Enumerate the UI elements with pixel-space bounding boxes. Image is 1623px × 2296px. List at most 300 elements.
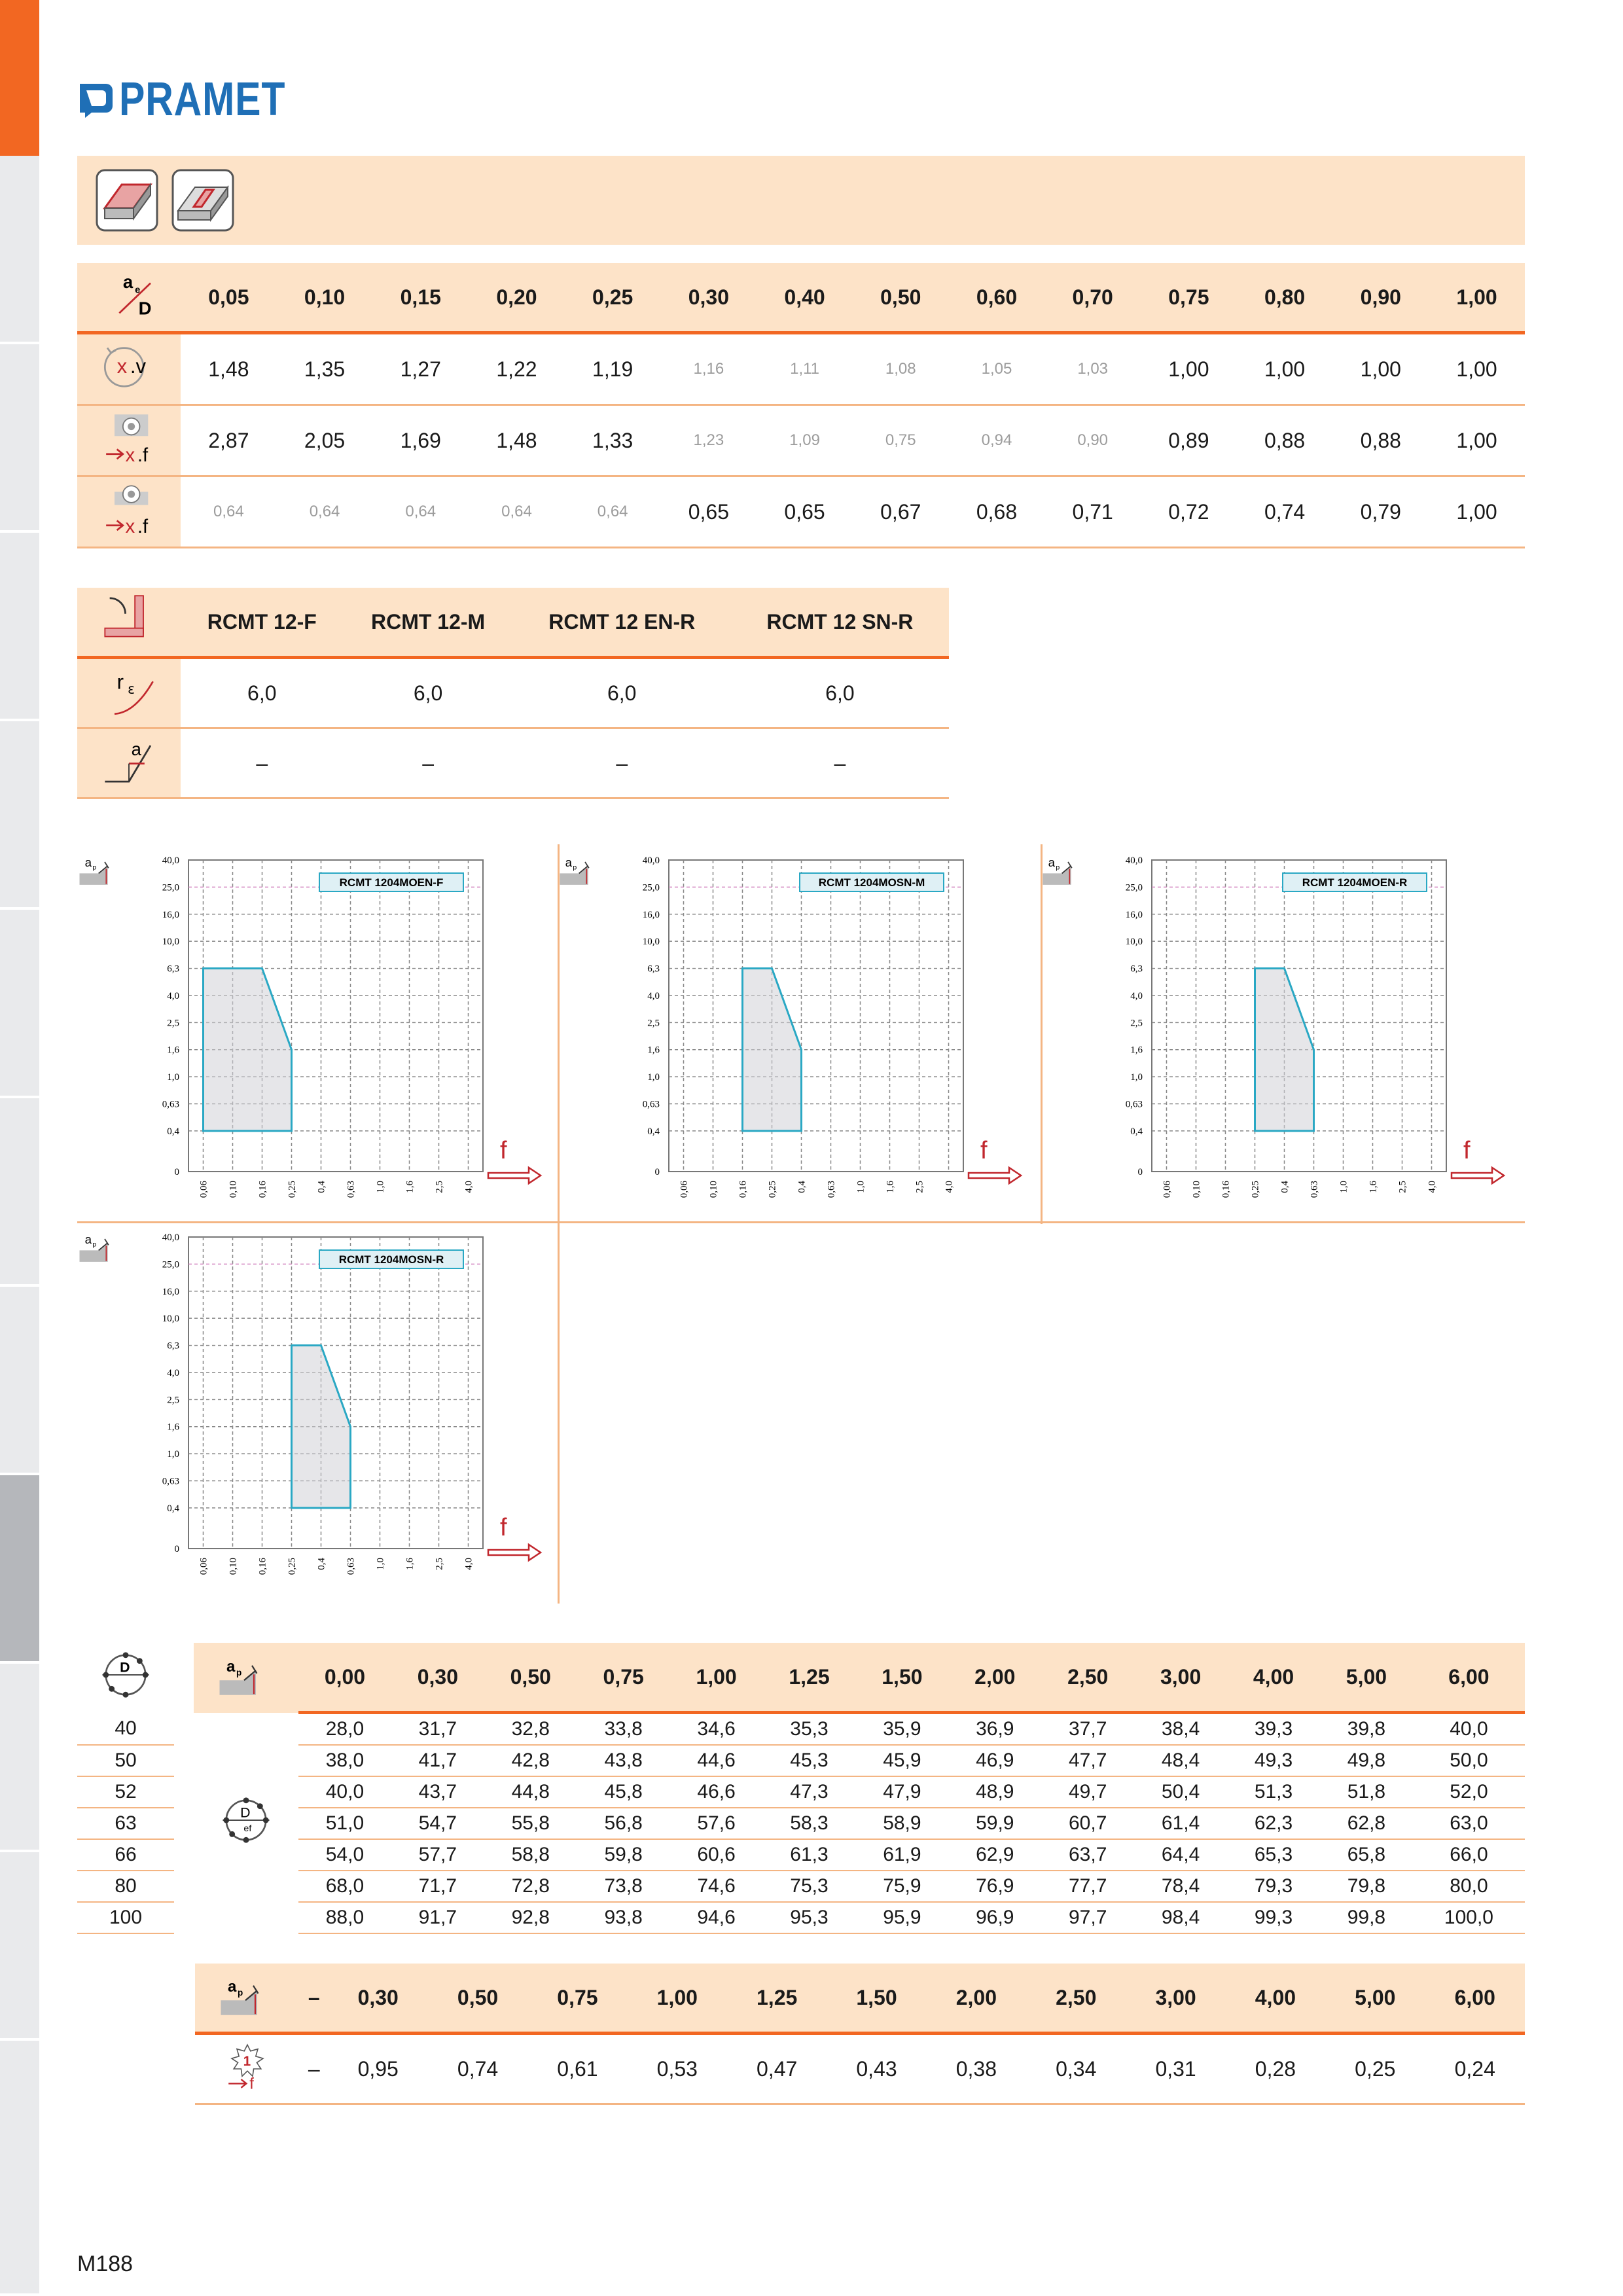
sidebar-tab[interactable] [0, 1852, 39, 2041]
y-tick-label: 16,0 [162, 909, 179, 920]
insert-geometry-table [77, 588, 949, 799]
header-cell: 5,00 [1320, 1643, 1413, 1713]
header-cell: 1,00 [628, 1964, 727, 2034]
svg-text:ef: ef [243, 1823, 252, 1835]
x-tick-label: 0,63 [346, 1181, 357, 1198]
header-cell: 3,00 [1134, 1643, 1227, 1713]
svg-text:x: x [116, 355, 128, 378]
header-cell: 1,50 [855, 1643, 948, 1713]
sidebar-tab[interactable] [0, 721, 39, 910]
xv-speed-icon [93, 355, 165, 399]
table-cell: 0,38 [927, 2034, 1026, 2104]
header-cell: 0,60 [949, 263, 1045, 333]
xv-speed-icon-cell [77, 333, 181, 405]
header-cell: 0,05 [181, 263, 277, 333]
insert-name: RCMT 12 EN-R [513, 588, 731, 658]
svg-text:x: x [125, 444, 135, 465]
table-cell: 0,64 [565, 476, 661, 548]
svg-text:.f: .f [137, 515, 149, 537]
svg-text:f: f [249, 2075, 254, 2093]
ap-icon [218, 1977, 277, 2024]
sidebar-tab[interactable] [0, 1664, 39, 1852]
ap-icon [217, 1658, 276, 1704]
table-cell: 58,9 [855, 1808, 948, 1839]
header-cell: 6,00 [1413, 1643, 1525, 1713]
diameter-cell: 50 [77, 1745, 174, 1776]
table-cell: 31,7 [391, 1713, 484, 1746]
y-tick-label: 0 [654, 1167, 660, 1177]
spacer [174, 1776, 194, 1808]
table-cell: 0,79 [1332, 476, 1429, 548]
table-cell: 39,8 [1320, 1713, 1413, 1746]
svg-text:p: p [1056, 863, 1060, 872]
table-cell: 0,71 [1044, 476, 1141, 548]
chart-divider [1041, 844, 1043, 1224]
table-cell: 0,94 [949, 405, 1045, 476]
table-cell: 47,9 [855, 1776, 948, 1808]
sidebar-tab[interactable] [0, 156, 39, 344]
table-cell: 50,4 [1134, 1776, 1227, 1808]
table-cell: 28,0 [298, 1713, 391, 1746]
spacer [174, 1839, 194, 1871]
ap-icon-cell [194, 1643, 298, 1713]
table-cell: 92,8 [484, 1902, 577, 1933]
table-cell: 0,65 [757, 476, 853, 548]
table-cell: 96,9 [948, 1902, 1041, 1933]
table-row [77, 658, 949, 728]
header-cell: 0,75 [577, 1643, 670, 1713]
table-cell: 63,7 [1041, 1839, 1134, 1871]
y-tick-label: 2,5 [647, 1018, 660, 1029]
insert-name: RCMT 12-M [344, 588, 513, 658]
ae-over-d-icon [93, 271, 165, 327]
chamfer-width-icon [93, 738, 165, 793]
x-tick-label: 1,0 [1338, 1181, 1349, 1193]
y-tick-label: 40,0 [642, 855, 660, 866]
xf-feed-icon-cell [77, 405, 181, 476]
sidebar-accent [0, 0, 39, 156]
chart-label: RCMT 1204MOSN-R [338, 1253, 444, 1266]
d-ef-icon-cell [194, 1713, 298, 1934]
spacer [174, 1902, 194, 1933]
table-cell: 61,4 [1134, 1808, 1227, 1839]
feed-arrow-icon [1452, 1168, 1504, 1183]
spacer [174, 1808, 194, 1839]
ap-icon-cell [195, 1964, 300, 2034]
table-cell: 1,00 [1429, 476, 1525, 548]
table-cell: 43,8 [577, 1745, 670, 1776]
y-tick-label: 1,6 [1130, 1045, 1143, 1056]
table-cell: 64,4 [1134, 1839, 1227, 1871]
feed-arrow-icon [488, 1168, 541, 1183]
sidebar-tab[interactable] [0, 1287, 39, 1475]
y-tick-label: 1,6 [167, 1045, 179, 1056]
y-tick-label: 10,0 [642, 937, 660, 948]
diameter-cell: 52 [77, 1776, 174, 1808]
x-tick-label: 0,4 [796, 1181, 808, 1193]
table-cell: 1,69 [372, 405, 469, 476]
table-cell: 91,7 [391, 1902, 484, 1933]
corner-radius-icon [93, 628, 165, 651]
table-cell: 49,8 [1320, 1745, 1413, 1776]
sidebar-tab[interactable] [0, 1475, 39, 1664]
table-cell: 57,6 [670, 1808, 763, 1839]
sidebar-tab[interactable] [0, 910, 39, 1098]
y-tick-label: 6,3 [167, 1340, 179, 1352]
table-cell: – [731, 728, 949, 798]
y-tick-label: 4,0 [167, 1367, 179, 1378]
y-tick-label: 10,0 [162, 1314, 179, 1325]
x-tick-label: 0,63 [826, 1181, 837, 1198]
table-cell: 1,08 [853, 333, 949, 405]
chart-divider [558, 844, 560, 1604]
header-cell: 0,30 [661, 263, 757, 333]
table-cell: 37,7 [1041, 1713, 1134, 1746]
table-cell: 42,8 [484, 1745, 577, 1776]
table-cell: 74,6 [670, 1871, 763, 1902]
svg-text:.v: .v [130, 355, 147, 378]
y-tick-label: 10,0 [1125, 937, 1143, 948]
header-cell: 0,15 [372, 263, 469, 333]
y-tick-label: 6,3 [1130, 963, 1143, 975]
y-tick-label: 0 [174, 1167, 179, 1177]
y-tick-label: 40,0 [162, 1232, 179, 1243]
x-tick-label: 2,5 [434, 1181, 445, 1193]
table-cell: 48,9 [948, 1776, 1041, 1808]
table-cell: 0,75 [853, 405, 949, 476]
sidebar-tab[interactable] [0, 1098, 39, 1287]
table-cell: 62,9 [948, 1839, 1041, 1871]
svg-text:a: a [131, 738, 141, 759]
x-axis-symbol: f [500, 1137, 507, 1164]
x-tick-label: 4,0 [463, 1181, 474, 1193]
x-tick-label: 4,0 [463, 1558, 474, 1570]
cutter-d-icon [96, 1659, 155, 1706]
x-tick-label: 0,16 [1221, 1181, 1232, 1198]
y-tick-label: 1,0 [647, 1072, 660, 1083]
svg-text:p: p [236, 1668, 242, 1677]
table-header-row [77, 588, 949, 658]
table-cell: 1,00 [1237, 333, 1333, 405]
svg-text:D: D [138, 298, 152, 319]
svg-text:p: p [92, 863, 97, 872]
x-tick-label: 0,25 [1250, 1181, 1261, 1198]
y-tick-label: 0,63 [162, 1099, 179, 1110]
table-cell: 76,9 [948, 1871, 1041, 1902]
header-cell: – [300, 1964, 329, 2034]
x-axis-symbol: f [500, 1514, 507, 1541]
spacer [174, 1871, 194, 1902]
table-cell: 0,61 [527, 2034, 627, 2104]
table-cell: 95,3 [763, 1902, 856, 1933]
x-tick-label: 0,16 [738, 1181, 749, 1198]
table-cell: 49,7 [1041, 1776, 1134, 1808]
feed-arrow-icon [488, 1545, 541, 1560]
chart-label: RCMT 1204MOSN-M [818, 876, 925, 889]
table-cell: 48,4 [1134, 1745, 1227, 1776]
header-cell: 0,50 [484, 1643, 577, 1713]
table-cell: 0,90 [1044, 405, 1141, 476]
x-tick-label: 1,6 [404, 1181, 416, 1193]
table-cell: 98,4 [1134, 1902, 1227, 1933]
y-tick-label: 25,0 [642, 882, 660, 893]
slot-milling-icon [171, 169, 234, 232]
sidebar-tab[interactable] [0, 533, 39, 721]
table-cell: 79,8 [1320, 1871, 1413, 1902]
table-cell: 0,25 [1325, 2034, 1425, 2104]
table-row [77, 728, 949, 798]
chart-label: RCMT 1204MOEN-F [339, 876, 444, 889]
table-cell: 1,05 [949, 333, 1045, 405]
table-cell: 35,3 [763, 1713, 856, 1746]
y-tick-label: 1,0 [167, 1072, 179, 1083]
pramet-logo-icon [77, 80, 114, 119]
table-cell: 33,8 [577, 1713, 670, 1746]
table-cell: 66,0 [1413, 1839, 1525, 1871]
table-cell: 1,48 [469, 405, 565, 476]
feed-per-tooth-icon [216, 2054, 279, 2098]
sidebar-tab[interactable] [0, 344, 39, 533]
x-tick-label: 0,63 [346, 1558, 357, 1575]
table-row [77, 333, 1525, 405]
table-cell: 56,8 [577, 1808, 670, 1839]
table-cell: 61,9 [855, 1839, 948, 1871]
header-cell: 1,00 [1429, 263, 1525, 333]
table-cell: 51,8 [1320, 1776, 1413, 1808]
table-cell: 78,4 [1134, 1871, 1227, 1902]
x-tick-label: 1,6 [1368, 1181, 1379, 1193]
header-cell: 2,50 [1041, 1643, 1134, 1713]
table-cell: 73,8 [577, 1871, 670, 1902]
table-cell: 1,35 [277, 333, 373, 405]
table-cell: 1,00 [1429, 333, 1525, 405]
header-cell: 0,30 [329, 1964, 428, 2034]
table-cell: 2,87 [181, 405, 277, 476]
table-cell: 1,11 [757, 333, 853, 405]
x-tick-label: 0,06 [198, 1181, 209, 1198]
table-cell: 0,74 [1237, 476, 1333, 548]
table-cell: 94,6 [670, 1902, 763, 1933]
y-tick-label: 0,63 [162, 1476, 179, 1487]
feed-depth-chart [77, 844, 555, 1211]
svg-text:a: a [84, 855, 92, 869]
table-cell: 59,9 [948, 1808, 1041, 1839]
header-cell: 4,00 [1227, 1643, 1320, 1713]
svg-text:p: p [238, 1987, 243, 1998]
header-cell: 1,00 [670, 1643, 763, 1713]
ap-icon [1041, 851, 1086, 888]
y-tick-label: 25,0 [162, 882, 179, 893]
xf-feed-icon-2 [93, 515, 165, 541]
table-cell: 75,3 [763, 1871, 856, 1902]
x-tick-label: 4,0 [1427, 1181, 1438, 1193]
header-cell: 0,50 [853, 263, 949, 333]
x-tick-label: 1,6 [404, 1558, 416, 1570]
table-header-row [195, 1964, 1525, 2034]
x-tick-label: 0,16 [257, 1181, 268, 1198]
table-cell: 45,3 [763, 1745, 856, 1776]
ae-correction-table [77, 263, 1525, 548]
y-tick-label: 4,0 [1130, 990, 1143, 1001]
svg-text:a: a [228, 1977, 237, 1996]
table-cell: 68,0 [298, 1871, 391, 1902]
x-tick-label: 0,10 [228, 1181, 239, 1198]
header-cell: 0,80 [1237, 263, 1333, 333]
table-cell: 1,03 [1044, 333, 1141, 405]
header-cell: 0,40 [757, 263, 853, 333]
table-cell: 0,64 [277, 476, 373, 548]
table-cell: 38,4 [1134, 1713, 1227, 1746]
y-tick-label: 4,0 [647, 990, 660, 1001]
y-tick-label: 0,63 [642, 1099, 660, 1110]
y-tick-label: 0,4 [167, 1503, 179, 1514]
table-cell: 1,48 [181, 333, 277, 405]
table-cell: 39,3 [1227, 1713, 1320, 1746]
svg-text:.f: .f [137, 444, 149, 465]
ae-over-d-icon-cell [77, 263, 181, 333]
table-cell: – [181, 728, 344, 798]
face-milling-icon [96, 169, 158, 232]
table-cell: 63,0 [1413, 1808, 1525, 1839]
table-header-row [77, 1643, 1525, 1713]
x-tick-label: 0,25 [287, 1181, 298, 1198]
table-cell: 0,68 [949, 476, 1045, 548]
x-tick-label: 4,0 [944, 1181, 955, 1193]
table-cell: 1,23 [661, 405, 757, 476]
table-cell: 47,3 [763, 1776, 856, 1808]
table-cell: 35,9 [855, 1713, 948, 1746]
table-cell: – [513, 728, 731, 798]
header-cell: 0,00 [298, 1643, 391, 1713]
y-tick-label: 0 [1137, 1167, 1143, 1177]
y-tick-label: 25,0 [162, 1259, 179, 1270]
y-tick-label: 25,0 [1125, 882, 1143, 893]
logo-text: PRAMET [119, 73, 286, 126]
diameter-cell: 40 [77, 1713, 174, 1746]
table-cell: 36,9 [948, 1713, 1041, 1746]
table-cell: 0,67 [853, 476, 949, 548]
table-cell: 49,3 [1227, 1745, 1320, 1776]
table-cell: 100,0 [1413, 1902, 1525, 1933]
y-tick-label: 1,6 [167, 1422, 179, 1433]
y-tick-label: 0,4 [1130, 1126, 1143, 1137]
header-cell: 0,70 [1044, 263, 1141, 333]
header-cell: 2,50 [1026, 1964, 1126, 2034]
svg-text:D: D [120, 1659, 130, 1676]
table-cell: 0,65 [661, 476, 757, 548]
x-tick-label: 0,10 [1191, 1181, 1202, 1198]
xf-feed-icon-1 [93, 446, 165, 470]
table-cell: 38,0 [298, 1745, 391, 1776]
svg-text:a: a [226, 1658, 236, 1676]
x-tick-label: 0,10 [228, 1558, 239, 1575]
table-cell: 6,0 [344, 658, 513, 728]
table-cell: 50,0 [1413, 1745, 1525, 1776]
effective-diameter-table [77, 1643, 1525, 1934]
header-cell: 2,00 [948, 1643, 1041, 1713]
x-axis-symbol: f [1463, 1137, 1471, 1164]
table-cell: 0,47 [727, 2034, 827, 2104]
table-cell: 0,72 [1141, 476, 1237, 548]
table-cell: 46,6 [670, 1776, 763, 1808]
y-tick-label: 40,0 [1125, 855, 1143, 866]
feed-depth-chart [558, 844, 1035, 1211]
table-cell: 55,8 [484, 1808, 577, 1839]
table-cell: 77,7 [1041, 1871, 1134, 1902]
table-cell: 58,8 [484, 1839, 577, 1871]
r-epsilon-icon [93, 670, 165, 723]
table-cell: 0,64 [469, 476, 565, 548]
insert-name: RCMT 12 SN-R [731, 588, 949, 658]
x-tick-label: 2,5 [434, 1558, 445, 1570]
svg-text:a: a [122, 271, 134, 292]
header-cell: 0,75 [1141, 263, 1237, 333]
table-cell: 60,6 [670, 1839, 763, 1871]
y-tick-label: 10,0 [162, 937, 179, 948]
header-cell: 1,25 [727, 1964, 827, 2034]
header-cell: 1,25 [763, 1643, 856, 1713]
y-tick-label: 4,0 [167, 990, 179, 1001]
table-cell: 0,88 [1237, 405, 1333, 476]
corner-radius-icon-cell [77, 588, 181, 658]
table-cell: 34,6 [670, 1713, 763, 1746]
svg-text:1: 1 [243, 2054, 251, 2070]
table-cell: 65,3 [1227, 1839, 1320, 1871]
spacer [174, 1713, 194, 1746]
table-cell: 88,0 [298, 1902, 391, 1933]
x-tick-label: 0,10 [708, 1181, 719, 1198]
header-cell: 1,50 [827, 1964, 926, 2034]
y-tick-label: 16,0 [642, 909, 660, 920]
header-cell: 5,00 [1325, 1964, 1425, 2034]
table-cell: 44,8 [484, 1776, 577, 1808]
y-tick-label: 16,0 [162, 1286, 179, 1297]
table-cell: 0,24 [1425, 2034, 1525, 2104]
header-cell: 0,50 [428, 1964, 527, 2034]
table-cell: 0,31 [1126, 2034, 1225, 2104]
chart-divider [77, 1221, 1525, 1223]
diameter-cell: 66 [77, 1839, 174, 1871]
header-cell: 0,20 [469, 263, 565, 333]
svg-text:D: D [240, 1804, 251, 1821]
table-cell: 0,28 [1226, 2034, 1325, 2104]
table-cell: 45,8 [577, 1776, 670, 1808]
table-cell: 0,43 [827, 2034, 926, 2104]
x-tick-label: 0,25 [767, 1181, 778, 1198]
chamfer-width-icon-cell [77, 728, 181, 798]
x-tick-label: 0,16 [257, 1558, 268, 1575]
table-cell: 0,88 [1332, 405, 1429, 476]
table-cell: 1,22 [469, 333, 565, 405]
table-cell: 99,3 [1227, 1902, 1320, 1933]
x-tick-label: 2,5 [1397, 1181, 1408, 1193]
table-cell: 93,8 [577, 1902, 670, 1933]
y-tick-label: 0,4 [647, 1126, 660, 1137]
sidebar-tab[interactable] [0, 2041, 39, 2296]
table-cell: 1,19 [565, 333, 661, 405]
table-cell: 1,00 [1332, 333, 1429, 405]
svg-text:a: a [565, 855, 573, 869]
table-cell: 1,00 [1141, 333, 1237, 405]
table-cell: 6,0 [513, 658, 731, 728]
svg-text:ε: ε [128, 681, 135, 697]
spacer [174, 1643, 194, 1713]
y-tick-label: 16,0 [1125, 909, 1143, 920]
table-cell: 0,89 [1141, 405, 1237, 476]
x-tick-label: 1,0 [855, 1181, 866, 1193]
insert-name: RCMT 12-F [181, 588, 344, 658]
table-cell: 51,3 [1227, 1776, 1320, 1808]
